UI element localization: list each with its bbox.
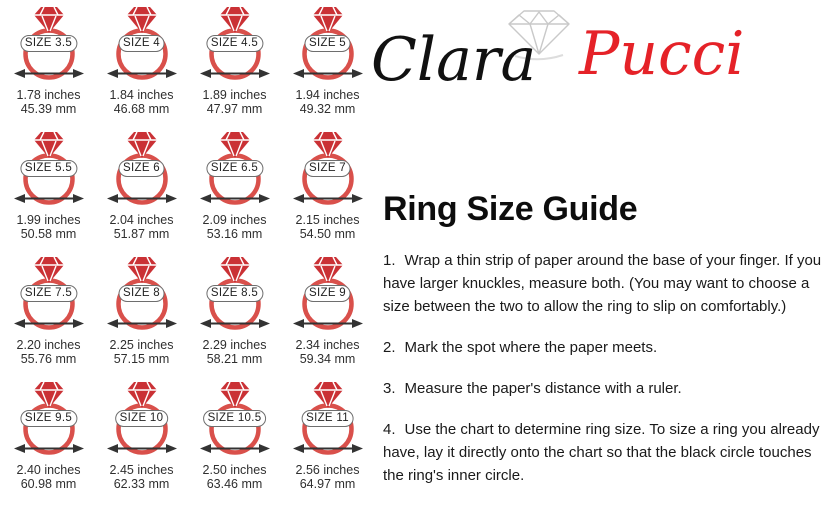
page-title: Ring Size Guide	[383, 190, 638, 228]
ring-size-label-text: SIZE 8.5	[210, 287, 259, 299]
ring-size-cell	[2, 130, 95, 255]
brand-name-clara: Clara	[371, 25, 537, 95]
ring-icon-wrap	[97, 255, 187, 331]
ring-size-cell	[95, 255, 188, 380]
diameter-arrow-icon	[200, 67, 270, 80]
circumference-mm: 58.21 mm	[206, 352, 263, 366]
guide-panel	[371, 0, 835, 501]
instruction-step	[383, 249, 835, 318]
ring-icon-wrap	[190, 380, 280, 456]
diameter-arrow-icon	[293, 442, 363, 455]
ring-size-label	[304, 285, 351, 302]
ring-size-cell	[95, 5, 188, 130]
ring-size-label	[203, 410, 267, 427]
circumference-inches: 2.20 inches	[16, 338, 81, 352]
ring-icon-wrap	[190, 130, 280, 206]
diamond-gem-icon	[126, 7, 158, 33]
diamond-gem-icon	[312, 7, 344, 33]
diameter-arrow-icon	[293, 67, 363, 80]
diamond-gem-icon	[219, 257, 251, 283]
ring-size-cell	[188, 5, 281, 130]
diameter-arrow-icon	[107, 442, 177, 455]
step-number: 2.	[383, 339, 396, 356]
circumference-mm: 64.97 mm	[299, 477, 356, 491]
ring-size-label-text: SIZE 5	[309, 37, 346, 49]
ring-size-cell	[281, 255, 374, 380]
ring-size-label-text: SIZE 11	[306, 412, 349, 424]
ring-icon-wrap	[283, 130, 373, 206]
ring-size-label-text: SIZE 7	[309, 162, 346, 174]
circumference-inches: 2.04 inches	[109, 213, 174, 227]
ring-icon-wrap	[4, 380, 94, 456]
ring-icon-wrap	[97, 5, 187, 81]
circumference-mm: 57.15 mm	[113, 352, 170, 366]
instruction-step	[383, 377, 835, 400]
diamond-gem-icon	[126, 257, 158, 283]
diamond-gem-icon	[33, 382, 65, 408]
ring-icon-wrap	[97, 380, 187, 456]
circumference-mm: 49.32 mm	[299, 102, 356, 116]
diamond-gem-icon	[33, 257, 65, 283]
circumference-inches: 2.40 inches	[16, 463, 81, 477]
ring-size-label-text: SIZE 8	[123, 287, 160, 299]
ring-icon-wrap	[190, 255, 280, 331]
step-number: 1.	[383, 252, 396, 269]
diamond-gem-icon	[219, 7, 251, 33]
diameter-arrow-icon	[293, 317, 363, 330]
ring-size-cell	[281, 5, 374, 130]
diameter-arrow-icon	[14, 67, 84, 80]
ring-size-label	[20, 285, 77, 302]
ring-size-label	[304, 160, 351, 177]
ring-icon-wrap	[4, 5, 94, 81]
ring-size-cell	[281, 380, 374, 505]
instruction-step	[383, 336, 835, 359]
ring-size-label-text: SIZE 4.5	[210, 37, 259, 49]
circumference-mm: 47.97 mm	[206, 102, 263, 116]
ring-size-label	[206, 160, 263, 177]
ring-icon-wrap	[4, 255, 94, 331]
circumference-inches: 1.99 inches	[16, 213, 81, 227]
ring-size-cell	[2, 380, 95, 505]
ring-size-label-text: SIZE 6	[123, 162, 160, 174]
ring-icon-wrap	[190, 5, 280, 81]
circumference-inches: 1.84 inches	[109, 88, 174, 102]
diameter-arrow-icon	[293, 192, 363, 205]
circumference-inches: 2.29 inches	[202, 338, 267, 352]
circumference-mm: 63.46 mm	[206, 477, 263, 491]
brand-name-pucci: Pucci	[579, 19, 745, 89]
ring-size-label	[20, 35, 77, 52]
ring-size-label-text: SIZE 10.5	[207, 412, 262, 424]
ring-size-label	[20, 410, 77, 427]
ring-size-cell	[188, 255, 281, 380]
instruction-step	[383, 418, 835, 487]
ring-size-label-text: SIZE 6.5	[210, 162, 259, 174]
circumference-mm: 53.16 mm	[206, 227, 263, 241]
ring-size-label-text: SIZE 3.5	[24, 37, 73, 49]
diamond-gem-icon	[312, 257, 344, 283]
circumference-inches: 2.34 inches	[295, 338, 360, 352]
step-text: Wrap a thin strip of paper around the base of your finger. If you have larger knuckles, measure both. (You may want to choose a size between the two to allow the ring to slip on comfortably.)	[383, 252, 822, 315]
ring-size-label-text: SIZE 5.5	[24, 162, 73, 174]
ring-icon-wrap	[283, 380, 373, 456]
ring-size-cell	[95, 130, 188, 255]
diameter-arrow-icon	[14, 442, 84, 455]
diamond-gem-icon	[126, 132, 158, 158]
circumference-inches: 2.45 inches	[109, 463, 174, 477]
ring-size-label	[206, 285, 263, 302]
ring-size-cell	[2, 5, 95, 130]
step-number: 3.	[383, 380, 396, 397]
diameter-arrow-icon	[107, 317, 177, 330]
ring-size-label-text: SIZE 9	[309, 287, 346, 299]
diamond-gem-icon	[126, 382, 158, 408]
ring-size-label	[304, 35, 351, 52]
circumference-inches: 1.89 inches	[202, 88, 267, 102]
ring-size-chart	[2, 5, 374, 505]
circumference-inches: 2.25 inches	[109, 338, 174, 352]
ring-size-cell	[95, 380, 188, 505]
step-text: Measure the paper's distance with a ruler.	[404, 380, 682, 397]
ring-size-cell	[281, 130, 374, 255]
diamond-gem-icon	[33, 132, 65, 158]
circumference-mm: 55.76 mm	[20, 352, 77, 366]
diamond-gem-icon	[219, 132, 251, 158]
ring-size-label	[118, 160, 165, 177]
circumference-inches: 2.56 inches	[295, 463, 360, 477]
ring-size-label	[115, 410, 169, 427]
circumference-inches: 2.09 inches	[202, 213, 267, 227]
circumference-inches: 2.50 inches	[202, 463, 267, 477]
ring-icon-wrap	[4, 130, 94, 206]
diameter-arrow-icon	[200, 192, 270, 205]
ring-size-label	[301, 410, 354, 427]
ring-size-label	[20, 160, 77, 177]
ring-size-cell	[2, 255, 95, 380]
ring-size-label-text: SIZE 10	[119, 412, 164, 424]
ring-size-label	[206, 35, 263, 52]
circumference-mm: 59.34 mm	[299, 352, 356, 366]
diameter-arrow-icon	[14, 192, 84, 205]
diameter-arrow-icon	[107, 192, 177, 205]
ring-icon-wrap	[97, 130, 187, 206]
brand-logo	[371, 14, 771, 104]
ring-icon-wrap	[283, 5, 373, 81]
ring-size-label-text: SIZE 9.5	[24, 412, 73, 424]
circumference-mm: 51.87 mm	[113, 227, 170, 241]
circumference-inches: 1.78 inches	[16, 88, 81, 102]
ring-size-label-text: SIZE 4	[123, 37, 160, 49]
instructions-list	[383, 249, 835, 505]
ring-size-label	[118, 285, 165, 302]
diameter-arrow-icon	[200, 317, 270, 330]
circumference-mm: 45.39 mm	[20, 102, 77, 116]
circumference-mm: 62.33 mm	[113, 477, 170, 491]
circumference-inches: 1.94 inches	[295, 88, 360, 102]
circumference-mm: 46.68 mm	[113, 102, 170, 116]
ring-size-label-text: SIZE 7.5	[24, 287, 73, 299]
step-number: 4.	[383, 421, 396, 438]
diameter-arrow-icon	[200, 442, 270, 455]
ring-size-cell	[188, 130, 281, 255]
ring-icon-wrap	[283, 255, 373, 331]
diamond-gem-icon	[312, 382, 344, 408]
step-text: Use the chart to determine ring size. To size a ring you already have, lay it directly onto the chart so that the black circle touches the ring's inner circle.	[383, 421, 820, 484]
circumference-mm: 60.98 mm	[20, 477, 77, 491]
circumference-inches: 2.15 inches	[295, 213, 360, 227]
ring-size-cell	[188, 380, 281, 505]
diameter-arrow-icon	[107, 67, 177, 80]
circumference-mm: 50.58 mm	[20, 227, 77, 241]
ring-size-label	[118, 35, 165, 52]
circumference-mm: 54.50 mm	[299, 227, 356, 241]
diameter-arrow-icon	[14, 317, 84, 330]
step-text: Mark the spot where the paper meets.	[404, 339, 658, 356]
diamond-gem-icon	[33, 7, 65, 33]
diamond-gem-icon	[219, 382, 251, 408]
diamond-gem-icon	[312, 132, 344, 158]
